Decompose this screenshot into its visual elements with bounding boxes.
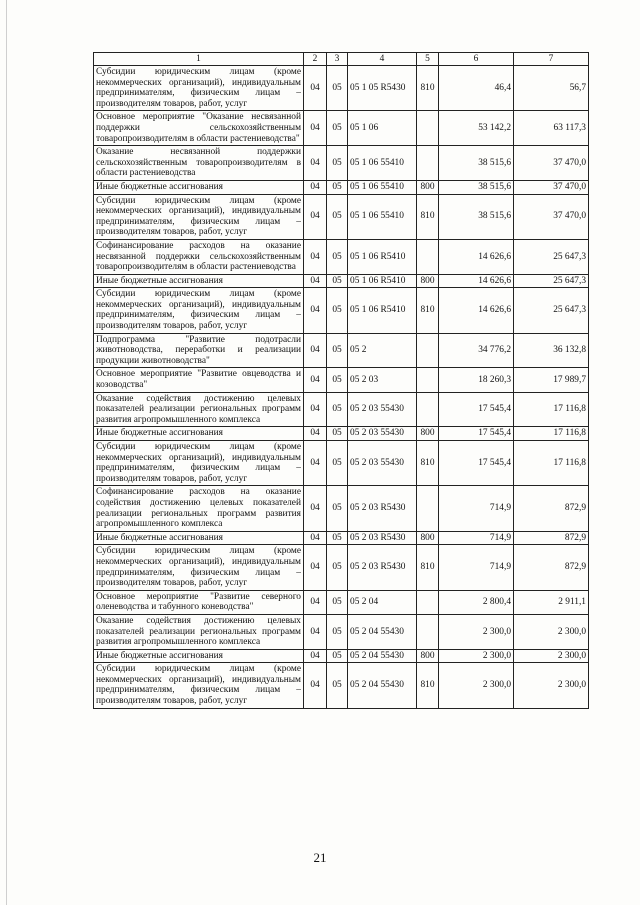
expense-type-cell: 800 [417, 649, 439, 663]
ministry-code-cell: 04 [304, 274, 327, 288]
amount-year2-cell: 17 116,8 [514, 392, 589, 427]
amount-year2-cell: 2 300,0 [514, 663, 589, 708]
section-code-cell: 05 [327, 180, 348, 194]
row-name-cell: Субсидии юридическим лицам (кроме некоммерческих организаций), индивидуальным предпринимателям, физическим лицам – производителям товаров, работ, услуг [94, 441, 304, 486]
ministry-code-cell: 04 [304, 146, 327, 181]
amount-year2-cell: 25 647,3 [514, 239, 589, 274]
section-code-cell: 05 [327, 368, 348, 392]
amount-year1-cell: 17 545,4 [439, 427, 514, 441]
row-name-cell: Субсидии юридическим лицам (кроме некоммерческих организаций), индивидуальным предпринимателям, физическим лицам – производителям товаров, работ, услуг [94, 663, 304, 708]
table-row [94, 614, 589, 649]
section-code-cell: 05 [327, 427, 348, 441]
expense-type-cell: 810 [417, 194, 439, 239]
amount-year2-cell: 872,9 [514, 531, 589, 545]
section-code-cell: 05 [327, 486, 348, 531]
row-name-cell: Основное мероприятие "Оказание несвязанной поддержки сельскохозяйственным товаропроизводителям в области растениеводства" [94, 111, 304, 146]
section-code-cell: 05 [327, 545, 348, 590]
expense-type-cell: 800 [417, 274, 439, 288]
amount-year1-cell: 38 515,6 [439, 180, 514, 194]
section-code-cell: 05 [327, 614, 348, 649]
page-number: 21 [313, 850, 327, 865]
expense-type-cell: 800 [417, 531, 439, 545]
amount-year2-cell: 2 300,0 [514, 649, 589, 663]
expense-type-cell: 810 [417, 66, 439, 111]
amount-year1-cell: 2 300,0 [439, 614, 514, 649]
ministry-code-cell: 04 [304, 663, 327, 708]
target-article-cell: 05 1 06 R5410 [348, 239, 417, 274]
ministry-code-cell: 04 [304, 486, 327, 531]
table-row [94, 194, 589, 239]
amount-year2-cell: 37 470,0 [514, 194, 589, 239]
amount-year1-cell: 14 626,6 [439, 288, 514, 333]
row-name-cell: Иные бюджетные ассигнования [94, 649, 304, 663]
header-cell: 3 [327, 53, 348, 66]
row-name-cell: Субсидии юридическим лицам (кроме некоммерческих организаций), индивидуальным предпринимателям, физическим лицам – производителям товаров, работ, услуг [94, 66, 304, 111]
amount-year2-cell: 2 300,0 [514, 614, 589, 649]
expense-type-cell: 810 [417, 663, 439, 708]
target-article-cell: 05 2 04 55430 [348, 663, 417, 708]
header-cell: 5 [417, 53, 439, 66]
ministry-code-cell: 04 [304, 392, 327, 427]
table-row [94, 486, 589, 531]
table-row [94, 333, 589, 368]
row-name-cell: Субсидии юридическим лицам (кроме некоммерческих организаций), индивидуальным предпринимателям, физическим лицам – производителям товаров, работ, услуг [94, 545, 304, 590]
ministry-code-cell: 04 [304, 614, 327, 649]
ministry-code-cell: 04 [304, 441, 327, 486]
amount-year2-cell: 872,9 [514, 486, 589, 531]
table-row [94, 288, 589, 333]
amount-year2-cell: 63 117,3 [514, 111, 589, 146]
expense-type-cell [417, 111, 439, 146]
ministry-code-cell: 04 [304, 288, 327, 333]
row-name-cell: Субсидии юридическим лицам (кроме некоммерческих организаций), индивидуальным предпринимателям, физическим лицам – производителям товаров, работ, услуг [94, 194, 304, 239]
amount-year2-cell: 56,7 [514, 66, 589, 111]
row-name-cell: Оказание содействия достижению целевых показателей реализации региональных программ развития агропромышленного комплекса [94, 392, 304, 427]
row-name-cell: Основное мероприятие "Развитие северного оленеводства и табунного коневодства" [94, 590, 304, 614]
target-article-cell: 05 2 03 R5430 [348, 545, 417, 590]
amount-year2-cell: 17 116,8 [514, 441, 589, 486]
amount-year2-cell: 2 911,1 [514, 590, 589, 614]
target-article-cell: 05 2 04 [348, 590, 417, 614]
row-name-cell: Иные бюджетные ассигнования [94, 274, 304, 288]
row-name-cell: Подпрограмма "Развитие подотрасли животноводства, переработки и реализации продукции животноводства" [94, 333, 304, 368]
ministry-code-cell: 04 [304, 649, 327, 663]
section-code-cell: 05 [327, 333, 348, 368]
amount-year1-cell: 14 626,6 [439, 274, 514, 288]
table-row [94, 649, 589, 663]
section-code-cell: 05 [327, 649, 348, 663]
expense-type-cell [417, 239, 439, 274]
expense-type-cell [417, 333, 439, 368]
amount-year2-cell: 37 470,0 [514, 146, 589, 181]
table-row [94, 180, 589, 194]
section-code-cell: 05 [327, 146, 348, 181]
amount-year2-cell: 17 989,7 [514, 368, 589, 392]
ministry-code-cell: 04 [304, 590, 327, 614]
row-name-cell: Софинансирование расходов на оказание содействия достижению целевых показателей реализации региональных программ развития агропромышленного комплекса [94, 486, 304, 531]
row-name-cell: Иные бюджетные ассигнования [94, 427, 304, 441]
ministry-code-cell: 04 [304, 333, 327, 368]
ministry-code-cell: 04 [304, 531, 327, 545]
header-cell: 4 [348, 53, 417, 66]
target-article-cell: 05 1 06 55410 [348, 194, 417, 239]
amount-year2-cell: 25 647,3 [514, 288, 589, 333]
section-code-cell: 05 [327, 441, 348, 486]
target-article-cell: 05 1 06 R5410 [348, 274, 417, 288]
amount-year2-cell: 25 647,3 [514, 274, 589, 288]
section-code-cell: 05 [327, 531, 348, 545]
table-row [94, 239, 589, 274]
table-row [94, 531, 589, 545]
expense-type-cell [417, 392, 439, 427]
section-code-cell: 05 [327, 111, 348, 146]
ministry-code-cell: 04 [304, 368, 327, 392]
table-header-row [94, 53, 589, 66]
target-article-cell: 05 1 06 R5410 [348, 288, 417, 333]
section-code-cell: 05 [327, 590, 348, 614]
target-article-cell: 05 1 06 55410 [348, 146, 417, 181]
header-cell: 6 [439, 53, 514, 66]
expense-type-cell [417, 146, 439, 181]
section-code-cell: 05 [327, 194, 348, 239]
target-article-cell: 05 2 03 55430 [348, 427, 417, 441]
amount-year1-cell: 38 515,6 [439, 194, 514, 239]
amount-year1-cell: 34 776,2 [439, 333, 514, 368]
amount-year2-cell: 37 470,0 [514, 180, 589, 194]
expense-type-cell [417, 368, 439, 392]
amount-year1-cell: 18 260,3 [439, 368, 514, 392]
row-name-cell: Софинансирование расходов на оказание несвязанной поддержки сельскохозяйственным товаропроизводителям в области растениеводства [94, 239, 304, 274]
section-code-cell: 05 [327, 66, 348, 111]
expense-type-cell [417, 590, 439, 614]
row-name-cell: Основное мероприятие "Развитие овцеводства и козоводства" [94, 368, 304, 392]
header-cell: 7 [514, 53, 589, 66]
table-row [94, 146, 589, 181]
target-article-cell: 05 2 [348, 333, 417, 368]
section-code-cell: 05 [327, 274, 348, 288]
amount-year2-cell: 36 132,8 [514, 333, 589, 368]
amount-year1-cell: 53 142,2 [439, 111, 514, 146]
target-article-cell: 05 2 03 55430 [348, 441, 417, 486]
page-edge [6, 0, 7, 905]
amount-year1-cell: 38 515,6 [439, 146, 514, 181]
target-article-cell: 05 2 03 [348, 368, 417, 392]
ministry-code-cell: 04 [304, 180, 327, 194]
section-code-cell: 05 [327, 288, 348, 333]
table-row [94, 545, 589, 590]
expense-type-cell: 800 [417, 427, 439, 441]
row-name-cell: Оказание содействия достижению целевых показателей реализации региональных программ развития агропромышленного комплекса [94, 614, 304, 649]
ministry-code-cell: 04 [304, 194, 327, 239]
amount-year2-cell: 872,9 [514, 545, 589, 590]
expense-type-cell [417, 486, 439, 531]
target-article-cell: 05 1 06 55410 [348, 180, 417, 194]
row-name-cell: Субсидии юридическим лицам (кроме некоммерческих организаций), индивидуальным предпринимателям, физическим лицам – производителям товаров, работ, услуг [94, 288, 304, 333]
amount-year1-cell: 2 800,4 [439, 590, 514, 614]
ministry-code-cell: 04 [304, 111, 327, 146]
amount-year1-cell: 714,9 [439, 545, 514, 590]
target-article-cell: 05 1 05 R5430 [348, 66, 417, 111]
table-row [94, 392, 589, 427]
row-name-cell: Иные бюджетные ассигнования [94, 180, 304, 194]
section-code-cell: 05 [327, 663, 348, 708]
ministry-code-cell: 04 [304, 545, 327, 590]
ministry-code-cell: 04 [304, 239, 327, 274]
expense-type-cell: 810 [417, 441, 439, 486]
expense-type-cell: 810 [417, 288, 439, 333]
table-row [94, 368, 589, 392]
table-row [94, 441, 589, 486]
section-code-cell: 05 [327, 239, 348, 274]
table-row [94, 427, 589, 441]
ministry-code-cell: 04 [304, 66, 327, 111]
row-name-cell: Иные бюджетные ассигнования [94, 531, 304, 545]
amount-year1-cell: 17 545,4 [439, 441, 514, 486]
table-row [94, 274, 589, 288]
amount-year1-cell: 14 626,6 [439, 239, 514, 274]
expense-type-cell [417, 614, 439, 649]
header-cell: 1 [94, 53, 304, 66]
target-article-cell: 05 2 04 55430 [348, 614, 417, 649]
expense-type-cell: 810 [417, 545, 439, 590]
target-article-cell: 05 1 06 [348, 111, 417, 146]
table-row [94, 66, 589, 111]
amount-year1-cell: 714,9 [439, 486, 514, 531]
table-row [94, 590, 589, 614]
target-article-cell: 05 2 04 55430 [348, 649, 417, 663]
amount-year1-cell: 714,9 [439, 531, 514, 545]
ministry-code-cell: 04 [304, 427, 327, 441]
row-name-cell: Оказание несвязанной поддержки сельскохозяйственным товаропроизводителям в области растениеводства [94, 146, 304, 181]
amount-year1-cell: 2 300,0 [439, 663, 514, 708]
amount-year1-cell: 17 545,4 [439, 392, 514, 427]
amount-year1-cell: 2 300,0 [439, 649, 514, 663]
table-row [94, 663, 589, 708]
header-cell: 2 [304, 53, 327, 66]
section-code-cell: 05 [327, 392, 348, 427]
amount-year2-cell: 17 116,8 [514, 427, 589, 441]
target-article-cell: 05 2 03 55430 [348, 392, 417, 427]
table-row [94, 111, 589, 146]
budget-table [93, 52, 589, 709]
expense-type-cell: 800 [417, 180, 439, 194]
amount-year1-cell: 46,4 [439, 66, 514, 111]
target-article-cell: 05 2 03 R5430 [348, 531, 417, 545]
target-article-cell: 05 2 03 R5430 [348, 486, 417, 531]
